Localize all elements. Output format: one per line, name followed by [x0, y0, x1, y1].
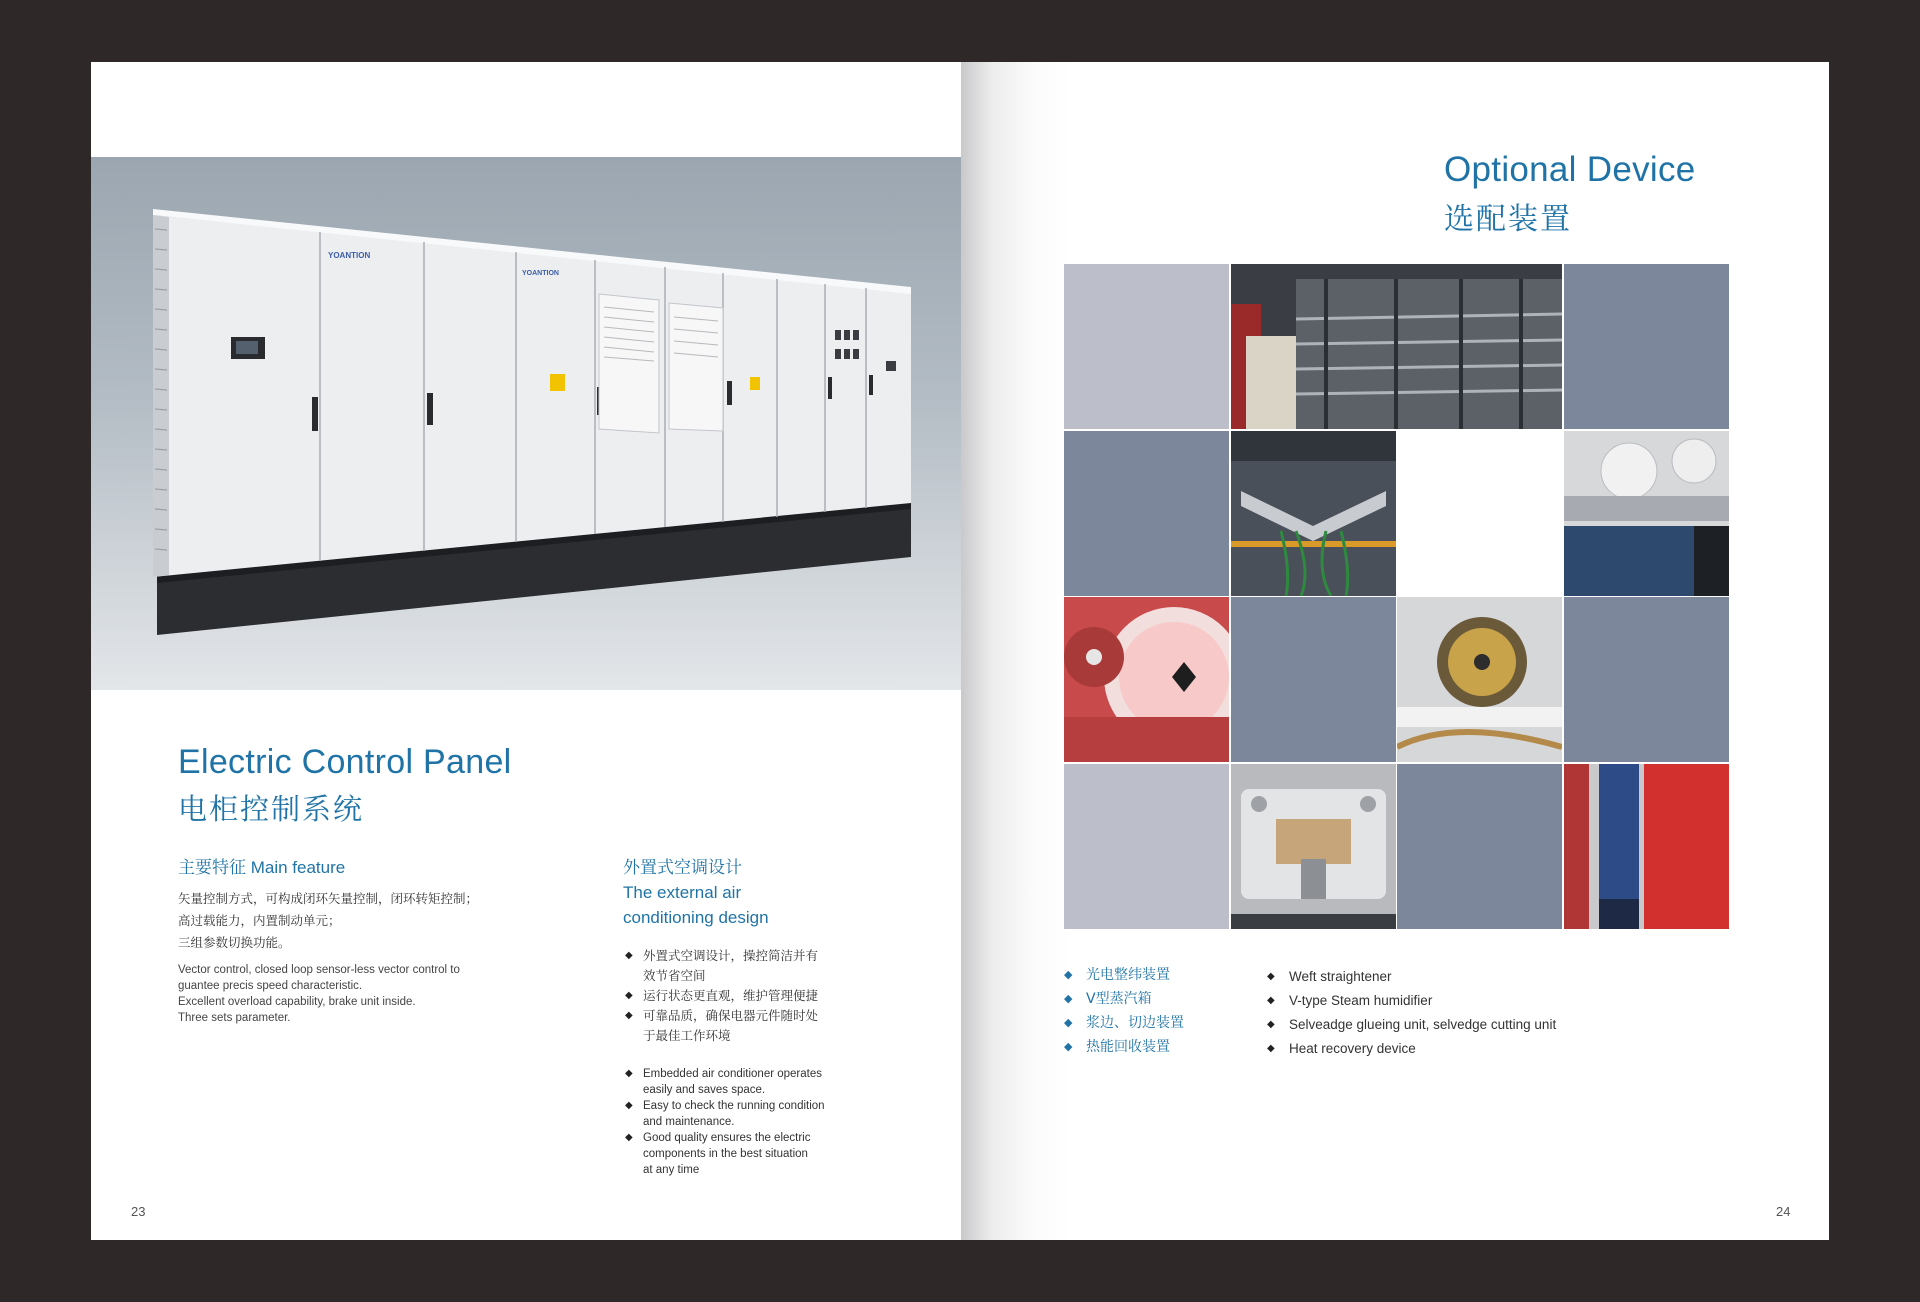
grid-tile — [1064, 264, 1229, 429]
main-feature-cn-text — [178, 888, 478, 954]
device-list-cn — [1064, 963, 1184, 1059]
grid-tile — [1397, 431, 1562, 596]
air-design-heading-en-1: The external air — [623, 883, 742, 902]
grid-tile — [1564, 597, 1729, 762]
cabinet-brand-1: YOANTION — [328, 251, 371, 260]
device-item-cn: ◆ 浆边、切边装置 — [1064, 1011, 1184, 1035]
main-feature-heading: 主要特征 Main feature — [178, 858, 346, 877]
cn-line: 高过载能力，内置制动单元； — [178, 913, 341, 928]
device-item-cn: ◆ 光电整纬装置 — [1064, 963, 1184, 987]
steam-humidifier-photo — [1231, 431, 1396, 596]
bullet-item: ◆ 运行状态更直观，维护管理便捷 — [625, 986, 855, 1006]
page-title-en: Electric Control Panel — [178, 743, 512, 781]
grid-tile — [1231, 597, 1396, 762]
page-title-cn: 选配装置 — [1444, 202, 1572, 237]
bullet-continuation: and maintenance. — [643, 1116, 735, 1128]
cabinet-brand-2: YOANTION — [522, 270, 559, 277]
air-design-heading-en-2: conditioning design — [623, 908, 769, 927]
bullet-continuation: 于最佳工作环境 — [643, 1028, 731, 1043]
en-line: Vector control, closed loop sensor-less vector control to — [178, 964, 460, 976]
bullet-item: ◆ Good quality ensures the electric — [625, 1130, 865, 1146]
bullet-continuation: at any time — [643, 1164, 700, 1176]
bullet-item: ◆ Embedded air conditioner operates — [625, 1066, 865, 1082]
grid-tile — [1397, 764, 1562, 929]
grid-tile — [1564, 264, 1729, 429]
bullet-continuation: components in the best situation — [643, 1148, 808, 1160]
control-panel-photo — [91, 157, 961, 690]
en-line: guantee precis speed characteristic. — [178, 980, 363, 992]
page-title-en: Optional Device — [1444, 150, 1696, 189]
glueing-unit-photo — [1397, 597, 1562, 762]
air-design-heading-cn: 外置式空调设计 — [623, 858, 742, 877]
en-line: Excellent overload capability, brake unit inside. — [178, 996, 416, 1008]
bullet-continuation: 效节省空间 — [643, 968, 706, 983]
grid-tile — [1064, 431, 1229, 596]
device-item-en: ◆ Selveadge glueing unit, selvedge cutting unit — [1267, 1013, 1556, 1037]
device-list-en — [1267, 965, 1556, 1061]
selvedge-unit-photo-1 — [1564, 431, 1729, 596]
bullet-item: ◆ 外置式空调设计，操控简洁并有 — [625, 946, 855, 966]
cn-line: 矢量控制方式，可构成闭环矢量控制，闭环转矩控制； — [178, 891, 479, 906]
cabinet-illustration — [91, 157, 961, 690]
cn-line: 三组参数切换功能。 — [178, 935, 291, 950]
grid-tile — [1064, 764, 1229, 929]
left-page — [91, 62, 961, 1240]
page-title-cn: 电柜控制系统 — [178, 792, 365, 826]
cutting-blade-photo — [1064, 597, 1229, 762]
air-design-en-bullets — [625, 1066, 865, 1178]
bullet-item: ◆ 可靠品质，确保电器元件随时处 — [625, 1006, 855, 1026]
page-number-right: 24 — [1776, 1204, 1791, 1219]
heat-recovery-component-photo — [1231, 764, 1396, 929]
bullet-continuation: easily and saves space. — [643, 1084, 766, 1096]
right-page — [961, 62, 1829, 1240]
weft-straightener-photo — [1231, 264, 1563, 429]
page-number-left: 23 — [131, 1204, 146, 1219]
device-photo-grid — [1064, 264, 1726, 926]
device-item-cn: ◆ 热能回收装置 — [1064, 1035, 1184, 1059]
en-line: Three sets parameter. — [178, 1012, 291, 1024]
bullet-item: ◆ Easy to check the running condition — [625, 1098, 865, 1114]
device-item-en: ◆ V-type Steam humidifier — [1267, 989, 1556, 1013]
air-design-cn-bullets — [625, 946, 855, 1046]
device-item-cn: ◆ V型蒸汽箱 — [1064, 987, 1184, 1011]
device-item-en: ◆ Heat recovery device — [1267, 1037, 1556, 1061]
air-design-heading — [623, 855, 769, 930]
device-item-en: ◆ Weft straightener — [1267, 965, 1556, 989]
heat-recovery-device-photo — [1564, 764, 1729, 929]
main-feature-en-text — [178, 962, 460, 1026]
